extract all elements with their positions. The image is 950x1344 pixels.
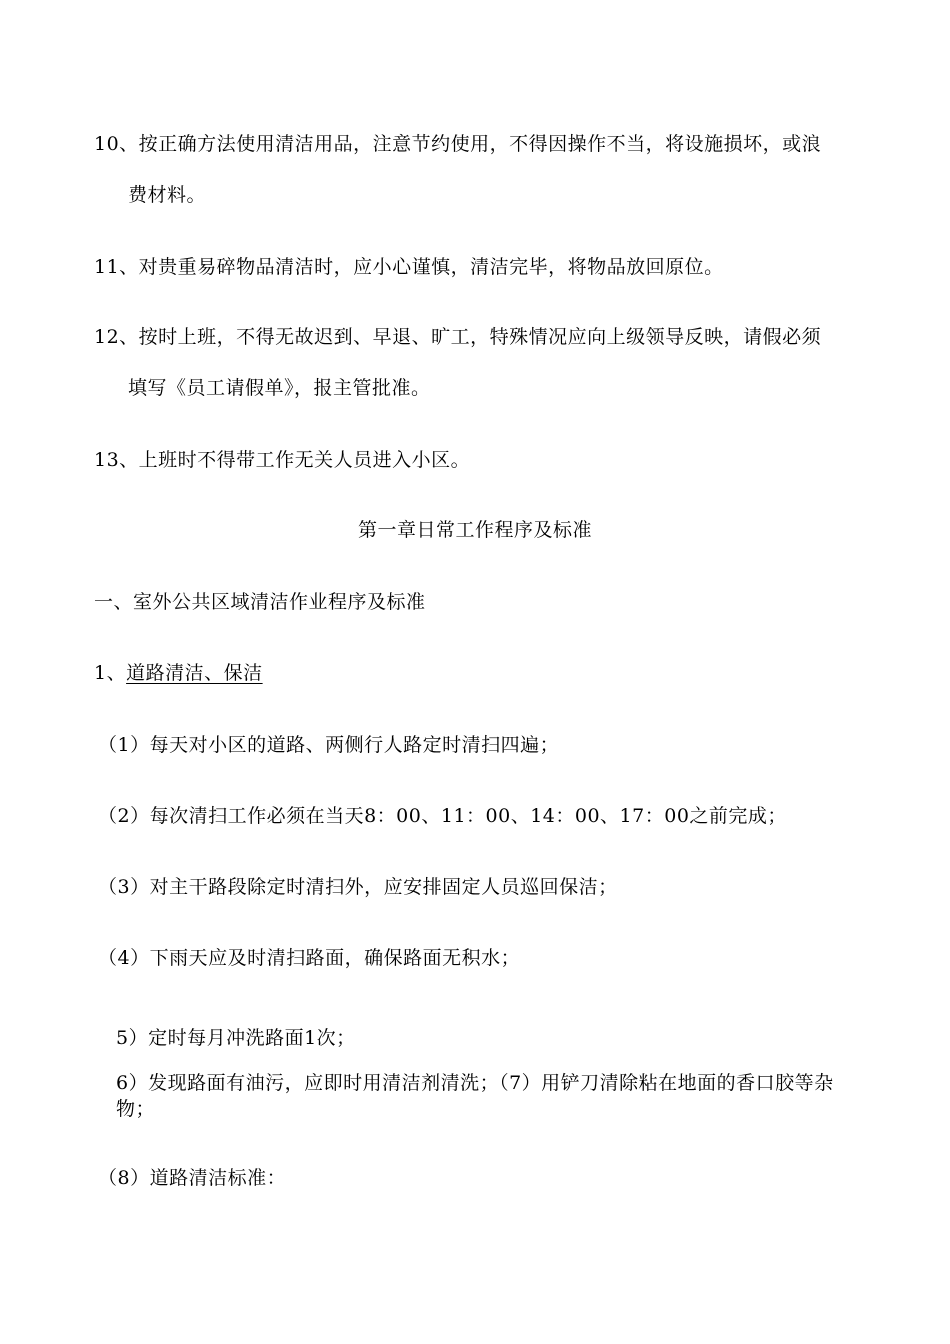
subsection-title: 道路清洁、保洁 <box>126 662 263 684</box>
item-8: （8）道路清洁标准： <box>98 1167 287 1189</box>
item-1: （1）每天对小区的道路、两侧行人路定时清扫四遍； <box>98 734 560 756</box>
chapter-title: 第一章日常工作程序及标准 <box>357 519 592 541</box>
item-3: （3）对主干路段除定时清扫外，应安排固定人员巡回保洁； <box>98 876 618 898</box>
paragraph-13: 13、上班时不得带工作无关人员进入小区。 <box>94 449 471 471</box>
item-5: 5）定时每月冲洗路面1次； <box>116 1027 356 1049</box>
paragraph-10-line-2: 费材料。 <box>128 184 207 206</box>
paragraph-12-line-2: 填写《员工请假单》，报主管批准。 <box>128 377 431 399</box>
item-4: （4）下雨天应及时清扫路面，确保路面无积水； <box>98 947 521 969</box>
subsection-heading <box>94 660 263 686</box>
section-title: 一、室外公共区域清洁作业程序及标准 <box>94 591 426 613</box>
paragraph-10-line-1: 10、按正确方法使用清洁用品，注意节约使用，不得因操作不当，将设施损坏，或浪 <box>94 133 822 155</box>
item-2: （2）每次清扫工作必须在当天8：00、11：00、14：00、17：00之前完成； <box>98 805 787 827</box>
paragraph-12-line-1: 12、按时上班，不得无故迟到、早退、旷工，特殊情况应向上级领导反映，请假必须 <box>94 326 822 348</box>
paragraph-11: 11、对贵重易碎物品清洁时，应小心谨慎，清洁完毕，将物品放回原位。 <box>94 256 724 278</box>
item-6-7 <box>116 1070 846 1122</box>
item-6-7-text: 6）发现路面有油污，应即时用清洁剂清洗；（7）用铲刀清除粘在地面的香口胶等杂物； <box>116 1072 834 1120</box>
subsection-number: 1、 <box>94 662 127 684</box>
